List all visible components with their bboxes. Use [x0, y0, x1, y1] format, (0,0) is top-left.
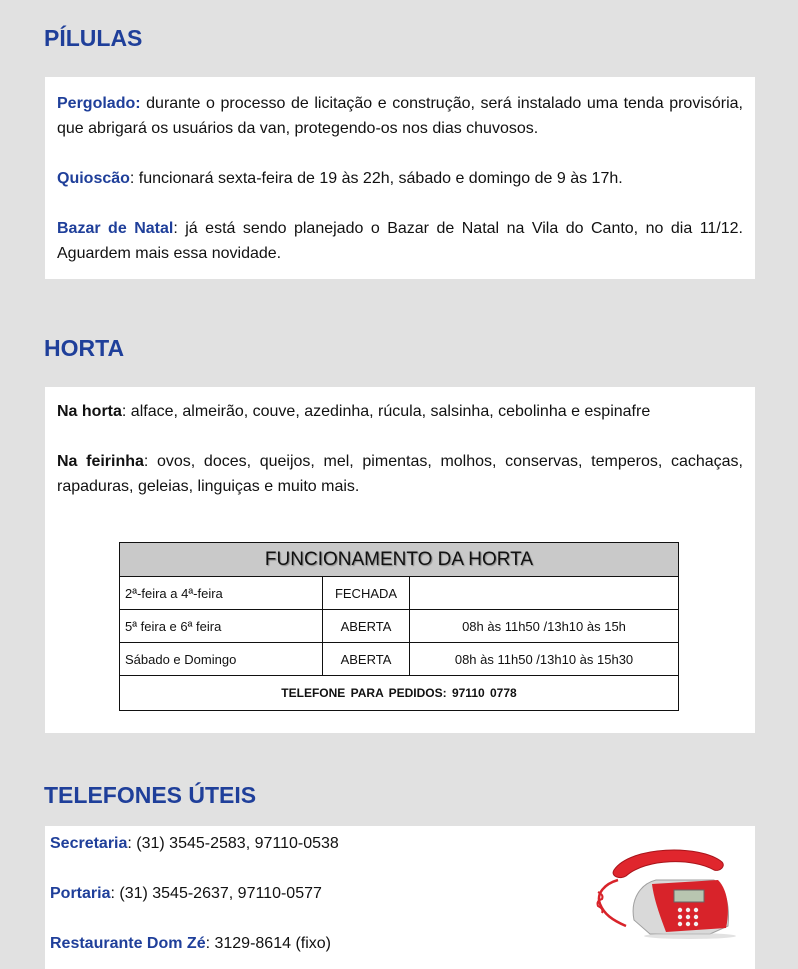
- section-title-horta: HORTA: [44, 335, 125, 361]
- telefones-card: [45, 826, 755, 969]
- table-header: FUNCIONAMENTO DA HORTA: [120, 543, 679, 577]
- hours-cell: 08h às 11h50 /13h10 às 15h: [410, 610, 679, 643]
- table-row: [120, 577, 679, 610]
- telephone-icon: [590, 840, 740, 940]
- pilulas-card: [45, 77, 755, 279]
- horta-itens: Na horta: alface, almeirão, couve, azedinha, rúcula, salsinha, cebolinha e espinafre: [57, 403, 651, 420]
- phone-portaria: Portaria: (31) 3545-2637, 97110-0577: [50, 885, 322, 902]
- table-footer-row: [120, 676, 679, 711]
- days-cell: 2ª-feira a 4ª-feira: [120, 577, 323, 610]
- status-cell: ABERTA: [323, 610, 410, 643]
- horta-card: [45, 387, 755, 733]
- hours-cell: 08h às 11h50 /13h10 às 15h30: [410, 643, 679, 676]
- days-cell: Sábado e Domingo: [120, 643, 323, 676]
- phone-restaurante: Restaurante Dom Zé: 3129-8614 (fixo): [50, 935, 331, 952]
- phone-secretaria: Secretaria: (31) 3545-2583, 97110-0538: [50, 835, 339, 852]
- order-phone: TELEFONE PARA PEDIDOS: 97110 0778: [120, 676, 679, 711]
- horta-schedule-table: [119, 542, 679, 711]
- days-cell: 5ª feira e 6ª feira: [120, 610, 323, 643]
- pilula-bazar: Bazar de Natal: já está sendo planejado o Bazar de Natal na Vila do Canto, no dia 11/12. Aguardem mais essa novidade.: [57, 220, 743, 262]
- status-cell: ABERTA: [323, 643, 410, 676]
- hours-cell: [410, 577, 679, 610]
- section-title-telefones: TELEFONES ÚTEIS: [44, 782, 257, 808]
- table-row: [120, 643, 679, 676]
- pilula-quioscao: Quioscão: funcionará sexta-feira de 19 às 22h, sábado e domingo de 9 às 17h.: [57, 170, 623, 187]
- pilula-pergolado: Pergolado: durante o processo de licitação e construção, será instalado uma tenda provisória, que abrigará os usuários da van, protegendo-os nos dias chuvosos.: [57, 95, 743, 137]
- section-title-pilulas: PÍLULAS: [44, 25, 143, 51]
- status-cell: FECHADA: [323, 577, 410, 610]
- feirinha-itens: Na feirinha: ovos, doces, queijos, mel, pimentas, molhos, conservas, temperos, cachaças, rapaduras, geleias, linguiças e muito mais.: [57, 453, 743, 495]
- table-row: [120, 610, 679, 643]
